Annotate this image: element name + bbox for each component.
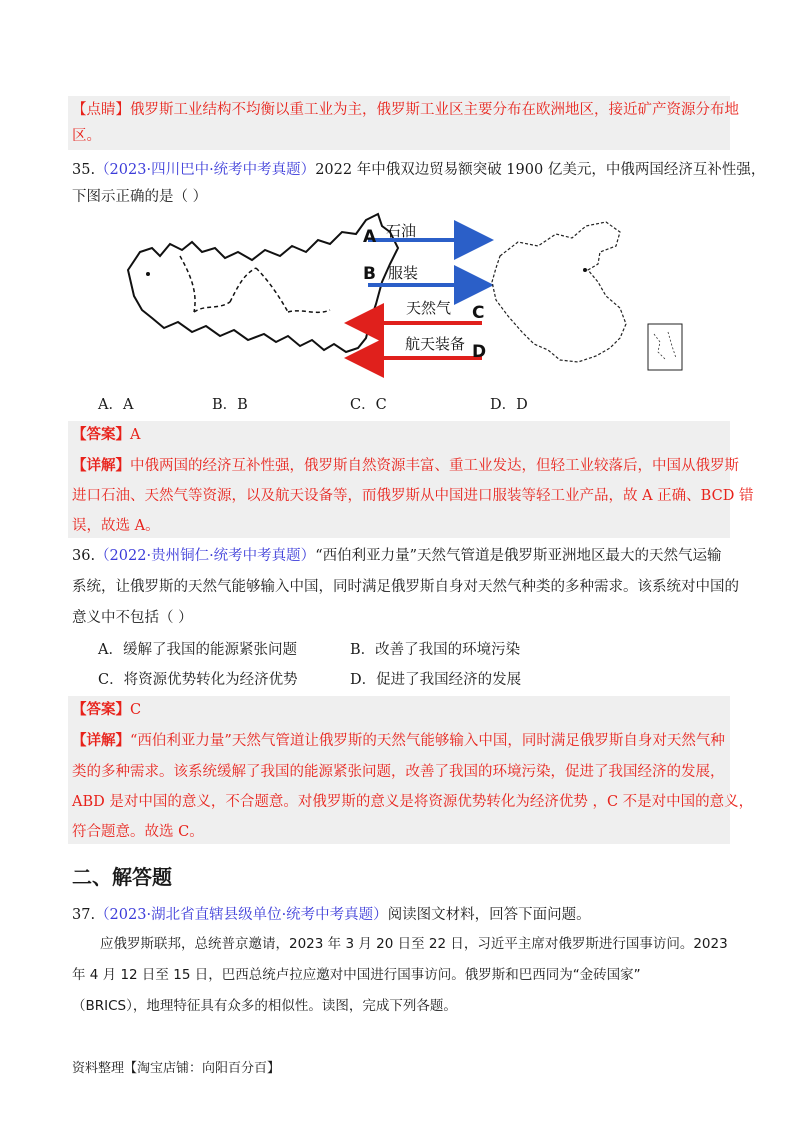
q34-explanation-line-2: 区。 <box>72 128 101 144</box>
q36-answer <box>72 700 141 720</box>
russia-inner-boundary <box>180 256 330 312</box>
q36-number: 36. <box>72 548 96 564</box>
q35-source: （2023·四川巴中·统考中考真题） <box>95 162 316 178</box>
q36-stem-text: “西伯利亚力量”天然气管道是俄罗斯亚洲地区最大的天然气运输 <box>315 548 722 564</box>
q36-stem-line-1 <box>72 546 722 566</box>
q35-stem-line-2: 下图示正确的是（ ） <box>72 189 208 205</box>
arrow-b-letter: B <box>363 264 376 284</box>
q36-detail-line-1 <box>72 731 725 751</box>
q36-option-d: D．促进了我国经济的发展 <box>350 672 522 688</box>
q36-source: （2022·贵州铜仁·统考中考真题） <box>95 548 316 564</box>
q36-option-c: C．将资源优势转化为经济优势 <box>98 672 298 688</box>
q37-source: （2023·湖北省直辖县级单位·统考中考真题） <box>95 907 388 923</box>
arrow-a-letter: A <box>363 227 377 247</box>
q35-option-b: B．B <box>212 397 248 413</box>
inset-islands <box>654 332 676 360</box>
q35-answer-tag: 【答案】 <box>72 426 130 443</box>
arrow-b-label: 服装 <box>388 264 419 282</box>
q37-paragraph-line-2: 年 4 月 12 日至 15 日，巴西总统卢拉应邀对中国进行国事访问。俄罗斯和巴西同为“金砖国家” <box>72 967 641 983</box>
arrow-a-label: 石油 <box>386 222 417 240</box>
arrow-d-label: 航天装备 <box>405 335 466 353</box>
q36-option-b: B．改善了我国的环境污染 <box>350 642 521 658</box>
q35-answer <box>72 425 140 445</box>
q35-detail-text-1: 中俄两国的经济互补性强，俄罗斯自然资源丰富、重工业发达，但轻工业较落后，中国从俄罗斯 <box>130 458 739 474</box>
q36-detail-line-3: ABD 是对中国的意义，不合题意。对俄罗斯的意义是将资源优势转化为经济优势 ，C 不是对中国的意义， <box>72 794 754 810</box>
q37-stem-text: 阅读图文材料，回答下面问题。 <box>387 907 591 923</box>
q36-answer-value: C <box>130 702 142 718</box>
q36-answer-tag: 【答案】 <box>72 701 130 718</box>
q35-detail-line-2: 进口石油、天然气等资源，以及航天设备等，而俄罗斯从中国进口服装等轻工业产品，故 A 正确、BCD 错 <box>72 488 754 504</box>
q35-answer-value: A <box>130 427 141 443</box>
arrow-c-label: 天然气 <box>406 299 452 317</box>
q36-detail-line-2: 类的多种需求。该系统缓解了我国的能源紧张问题，改善了我国的环境污染，促进了我国经济的发展， <box>72 764 725 780</box>
q36-detail-line-4: 符合题意。故选 C。 <box>72 824 204 840</box>
q35-stem-line-1 <box>72 160 765 180</box>
q35-detail-tag: 【详解】 <box>72 457 130 474</box>
q37-number: 37. <box>72 907 96 923</box>
arrow-c-letter: C <box>472 303 485 323</box>
trade-map-svg <box>120 212 690 380</box>
china-map-outline <box>492 222 626 362</box>
south-china-sea-inset <box>648 324 682 370</box>
q36-option-a: A．缓解了我国的能源紧张问题 <box>98 642 297 658</box>
q36-detail-text-1: “西伯利亚力量”天然气管道让俄罗斯的天然气能够输入中国，同时满足俄罗斯自身对天然气种 <box>130 733 725 749</box>
q37-paragraph-line-1: 应俄罗斯联邦，总统普京邀请，2023 年 3 月 20 日至 22 日，习近平主席对俄罗斯进行国事访问。2023 <box>100 936 728 952</box>
q35-trade-figure <box>120 212 690 380</box>
arrow-d-letter: D <box>472 342 487 362</box>
page-footer: 资料整理【淘宝店铺：向阳百分百】 <box>72 1061 281 1076</box>
q34-explanation-line-1: 【点睛】俄罗斯工业结构不均衡以重工业为主，俄罗斯工业区主要分布在欧洲地区，接近矿产资源分布地 <box>72 102 739 118</box>
q35-option-d: D．D <box>490 397 528 413</box>
q35-number: 35. <box>72 162 96 178</box>
q37-paragraph-line-3: （BRICS），地理特征具有众多的相似性。读图，完成下列各题。 <box>72 998 457 1014</box>
q35-option-a: A．A <box>98 397 134 413</box>
q36-stem-line-2: 系统，让俄罗斯的天然气能够输入中国，同时满足俄罗斯自身对天然气种类的多种需求。该系统对中国的 <box>72 579 739 595</box>
q35-detail-line-1 <box>72 456 739 476</box>
russia-map-marker <box>146 272 150 276</box>
beijing-marker <box>583 268 587 272</box>
section-title: 二、解答题 <box>72 865 172 889</box>
q35-detail-line-3: 误，故选 A。 <box>72 518 160 534</box>
q35-stem-text: 2022 年中俄双边贸易额突破 1900 亿美元，中俄两国经济互补性强， <box>315 162 766 178</box>
q36-stem-line-3: 意义中不包括（ ） <box>72 610 193 626</box>
q35-option-c: C．C <box>350 397 387 413</box>
q36-detail-tag: 【详解】 <box>72 732 130 749</box>
q37-stem <box>72 905 591 925</box>
q35-answer-block <box>68 421 730 538</box>
russia-map-outline <box>128 214 398 352</box>
